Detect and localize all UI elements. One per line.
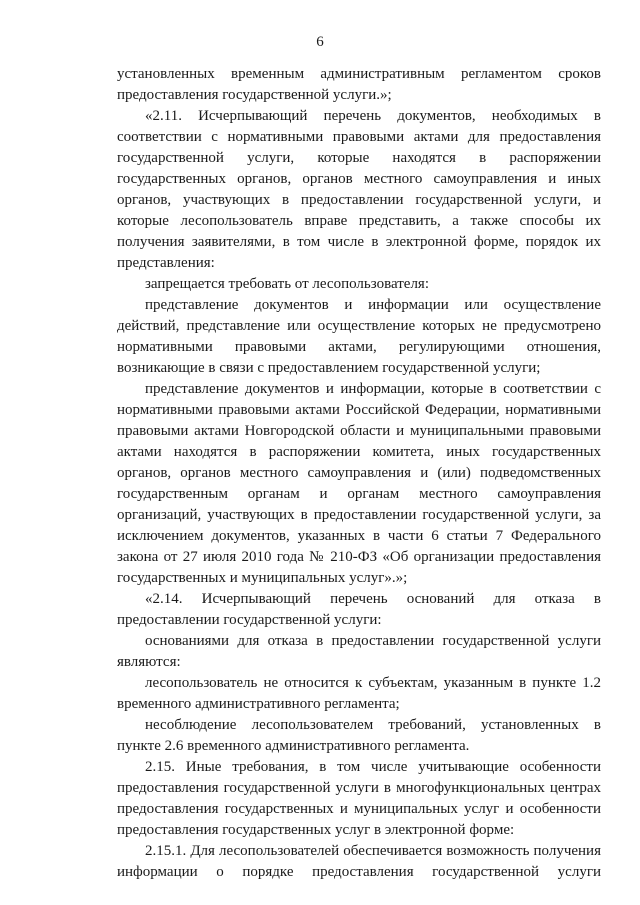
paragraph-refusal-item-1: лесопользователь не относится к субъектам, указанным в пункте 1.2 временного административного регламента; — [117, 675, 601, 712]
paragraph-refusal-grounds: основаниями для отказа в предоставлении государственной услуги являются: — [117, 633, 601, 670]
paragraph-2-11: «2.11. Исчерпывающий перечень документов, необходимых в соответствии с нормативными правовыми актами для предоставления государственной услуги, которые находятся в распоряжении государственных органов, органов местного самоуправления и иных органов, участвующих в предоставлении государственной услуги, и которые лесопользователь вправе представить, а также способы их получения заявителями, в том числе в электронной форме, порядок их представления: — [117, 108, 601, 271]
page-number: 6 — [316, 34, 324, 50]
paragraph-2-15: 2.15. Иные требования, в том числе учитывающие особенности предоставления государственной услуги в многофункциональных центрах предоставления государственных и муниципальных услуг и особенности предоставления государственных услуг в электронной форме: — [117, 759, 601, 838]
paragraph-continuation: установленных временным административным регламентом сроков предоставления государственной услуги.»; — [117, 66, 601, 103]
paragraph-list-item-2: представление документов и информации, которые в соответствии с нормативными правовыми актами Российской Федерации, нормативными правовыми актами Новгородской области и муниципальными правовыми актами находятся в распоряжении комитета, иных государственных органов, органов местного самоуправления и (или) подведомственных государственным органам и органам местного самоуправления организаций, участвующих в предоставлении государственной услуги, за исключением документов, указанных в части 6 статьи 7 Федерального закона от 27 июля 2010 года № 210-ФЗ «Об организации предоставления государственных и муниципальных услуг».»; — [117, 381, 601, 586]
paragraph-2-14: «2.14. Исчерпывающий перечень оснований для отказа в предоставлении государственной услуги: — [117, 591, 601, 628]
paragraph-2-15-1: 2.15.1. Для лесопользователей обеспечивается возможность получения информации о порядке предоставления государственной услуги — [117, 843, 601, 880]
paragraph-prohibition: запрещается требовать от лесопользователя: — [145, 276, 430, 292]
paragraph-refusal-item-2: несоблюдение лесопользователем требований, установленных в пункте 2.6 временного административного регламента. — [117, 717, 601, 754]
paragraph-list-item-1: представление документов и информации или осуществление действий, представление или осуществление которых не предусмотрено нормативными правовыми актами, регулирующими отношения, возникающие в связи с предоставлением государственной услуги; — [117, 297, 601, 376]
document-body — [117, 64, 601, 883]
